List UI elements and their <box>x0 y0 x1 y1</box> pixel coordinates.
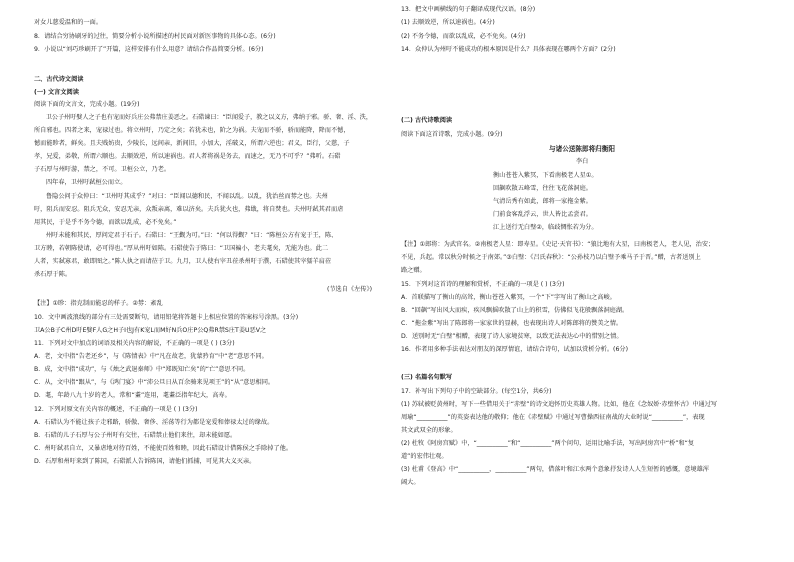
question-9: 9．小说以“刘巧珍刷开了”开篇，这样安排有什么用意？请结合作品简要分析。(6分) <box>34 46 264 53</box>
passage-line: 吁，阻兵而安忍。阻兵无众，安忍无亲，众叛亲离，难以济矣。夫兵犹火也，弗戢，将自焚也。夫州吁弑其君而虐 <box>34 206 344 213</box>
question-17-3: 阔大。 <box>401 479 420 486</box>
question-17-3: (3) 杜甫《登高》中“__________，__________”两句，借落叶和江水两个意象抒发诗人人生短暂的感慨，意境雄浑 <box>401 466 709 473</box>
passage-line: 卫公子州吁嬖人之子也有宠而好兵庄公弗禁庄姜恶之。石碏谏曰：“臣闻爱子，教之以义方，弗纳于邪。骄、奢、淫、泆， <box>45 114 372 121</box>
question-13-2: (2) 不务令德，而欲以乱成，必不免矣。(4分) <box>401 33 526 40</box>
option-c: C．从，文中指“跟从”，与《鸿门宴》中“沛公旦日从百余骑来见项王”的“从”意思相同。 <box>34 379 275 386</box>
question-12: 12．下列对原文有关内容的概述，不正确的一项是 ( ) (3分) <box>34 406 198 413</box>
option-c: C．“拖金紫”写出了陈郎将一家家世的显赫，也表现出诗人对陈郎将的赞美之情。 <box>401 320 623 327</box>
passage-note: 【注】①眕：指克制而能忍的样子。②棼：紊乱 <box>34 300 163 307</box>
passage-line: 憾而能眕者，鲜矣。且夫贱妨贵，少陵长，远间亲，新间旧，小加大，淫破义，所谓六逆也；君义，臣行，父慈，子 <box>34 140 350 147</box>
question-17-1: (1) 苏轼被贬黄州时，写下一些借用关于“赤壁”的诗文追怀历史英雄人物。比如，他在《念奴娇·赤壁怀古》中通过写 <box>401 401 718 408</box>
section-heading: 二、古代诗文阅读 <box>34 76 84 83</box>
question-10: 10．文中画波浪线的部分有三处需要断句，请用铅笔将答题卡上相应位置的答案标号涂黑。(3分) <box>34 314 299 321</box>
passage-line: 卫方睦，若朝陈使请，必可得也。”厚从州吁如陈。石碏使告于陈曰：“卫国褊小，老夫耄矣，无能为也。此二 <box>34 245 329 252</box>
option-a: A．老，文中指“告老还乡”，与《陈情表》中“凡在故老，犹蒙矜育”中“老”意思不同。 <box>34 353 268 360</box>
passage-line: 孝，兄爱，弟敬，所谓六顺也。去顺效逆，所以速祸也。君人者将祸是务去，而速之，无乃不可乎？”弗听。石碏 <box>34 153 341 160</box>
poem-line: 回飙吹散五峰雪，往往飞花落洞庭。 <box>493 185 592 192</box>
question-8: 8．请结合穷协刷牙的过往，简要分析小说所描述的村民面对新医事物的具体心态。(6分) <box>34 33 276 40</box>
poem-line: 衡山苍苍入紫冥，下看南极老人星①。 <box>493 172 598 179</box>
poem-line: 江上送行无白璧②，临歧惆怅若为分。 <box>493 224 598 231</box>
passage-line: 杀石厚于陈。 <box>34 271 72 278</box>
question-17: 17．补写出下列句子中的空缺部分。(每空1分，共6分) <box>401 388 552 395</box>
question-13-1: (1) 去顺效逆，所以速祸也。(4分) <box>401 19 495 26</box>
question-17-1: 周瑜“__________”的英姿表达他的敬仰；他在《赤壁赋》中通过写曹操西征南战的大业时说“__________”，表现 <box>401 414 705 421</box>
poem-title: 与诸公送陈郎将归衡阳 <box>549 145 615 153</box>
passage-line: 四年春，卫州吁弑桓公而立。 <box>46 179 127 186</box>
poem-note: 路之赠。 <box>401 267 426 274</box>
option-d: D．送别时无“白璧”相赠，表现了诗人家境贫寒，以致无法表达心中的惜别之情。 <box>401 333 623 340</box>
option-c: C．州吁弑君自立，又暴虐地对待百姓，不能使百姓和睦，因此石碏设计借陈侯之手除掉了他。 <box>34 445 293 452</box>
poem-author: 李白 <box>575 158 589 165</box>
question-17-2: 道”的宏伟壮观。 <box>401 453 448 460</box>
poem-line: 门前食客乱浮云，世人皆比孟尝君。 <box>493 211 592 218</box>
option-b: B．成，文中指“成功”，与《烛之武退秦师》中“郑既知亡矣”的“亡”意思不同。 <box>34 366 250 373</box>
question-15: 15．下列对这首诗的理解和赏析，不正确的一项是 ( ) (3分) <box>401 281 565 288</box>
passage-line: 所自邪也。四者之来，宠禄过也。将立州吁，乃定之矣；若犹未也，阶之为祸。夫宠而不骄，骄而能降，降而不憾， <box>34 127 350 134</box>
passage-line: 子石厚与州吁游，禁之，不可。卫桓公立，乃老。 <box>34 166 171 173</box>
q7-end: 对女儿慈爱温和的一面。 <box>34 19 103 26</box>
poem-note: 不见，兵起。常以秋分时候之于南郊。”③白璧：《吕氏春秋》：“公孙枝乃以白璧予乘马予于晋。”赠，古者送别上 <box>401 254 701 261</box>
passage-line: 人者，实弑寡君，敢即图之。”陈人执之而请莅于卫。九月，卫人使右宰丑莅杀州吁于濮，石碏使其宰獳羊肩莅 <box>34 258 332 265</box>
passage-source: (节选自《左传》) <box>326 286 372 293</box>
option-b: B．石碏的儿子石厚与公子州吁有交往，石碏禁止他们来往，却未能如愿。 <box>34 432 237 439</box>
passage-line: 鲁隐公问于众仲曰：“卫州吁其成乎？”对曰：“臣闻以德和民，不闻以乱。以乱，犹治丝而棼之也。夫州 <box>46 193 328 200</box>
question-13: 13．把文中画横线的句子翻译成现代汉语。(8分) <box>401 6 536 13</box>
question-17-2: (2) 杜牧《阿房宫赋》中，“__________”和“__________”两个问句，运用比喻手法，写出阿房宫中“桥”和“复 <box>401 440 695 447</box>
option-b: B．“回飙”写出风大而疾，疾风飘摇吹散了山上的积雪，仿佛似飞花般飘落洞庭湖。 <box>401 307 629 314</box>
question-10-options: 卫A公B子C州D吁E嬖F人G之H子I也J有K宠L而M好N兵O庄P公Q弗R禁S庄T姜U恶V之 <box>34 327 267 334</box>
question-17-1: 其文武双全的形象。 <box>401 427 457 434</box>
poem-line: 气清岳秀有如此，郎将一家拖金紫。 <box>493 198 592 205</box>
option-a: A．首联描写了衡山的高耸，衡山苍苍入紫冥，一个“下”字写出了衡山之高峻。 <box>401 294 616 301</box>
subsection-heading: (二) 古代诗歌阅读 <box>401 117 453 124</box>
passage-intro: 阅读下面的文言文，完成小题。(19分) <box>34 101 140 108</box>
option-a: A．石碏认为不能让孩子走邪路，骄傲、奢侈、淫荡等行为都是宠爱和俸禄太过的缘故。 <box>34 419 274 426</box>
passage-line: 用其民，于是乎不务令德，而欲以乱成，必不免矣。” <box>34 219 177 226</box>
question-16: 16．作者用多种手法表达对朋友的深厚情谊，请结合诗句，试加以赏析分析。(6分) <box>401 346 629 353</box>
poem-note: 【注】①郎将：为武官名。②南极老人星：即寿星。《史记·天官书》：“狼比地有大星，曰南极老人，老人见，治安； <box>401 241 715 248</box>
question-14: 14．众仲认为州吁不能成功的根本原因是什么？具体表现在哪两个方面？(2分) <box>401 46 616 53</box>
subsection-heading: (一) 文言文阅读 <box>34 89 79 96</box>
option-d: D．石厚和州吁来到了陈国，石碏派人告诉陈国，请他们抓捕，可见其大义灭亲。 <box>34 458 256 465</box>
passage-line: 州吁未能和其民，厚问定君于石子。石碏曰：“王觐为可。”曰：“何以得觐？”曰：“陈桓公方有宠于王，陈、 <box>46 232 338 239</box>
poem-intro: 阅读下面这首诗歌，完成小题。(9分) <box>401 131 503 138</box>
subsection-heading: (三) 名篇名句默写 <box>401 374 453 381</box>
option-d: D．耄，年龄八九十岁的老人，常和“耋”连用，耄耋泛指年纪大，高寿。 <box>34 392 231 399</box>
question-11: 11．下列对文中加点的词语及相关内容的解说，不正确的一项是 ( ) (3分) <box>34 340 235 347</box>
